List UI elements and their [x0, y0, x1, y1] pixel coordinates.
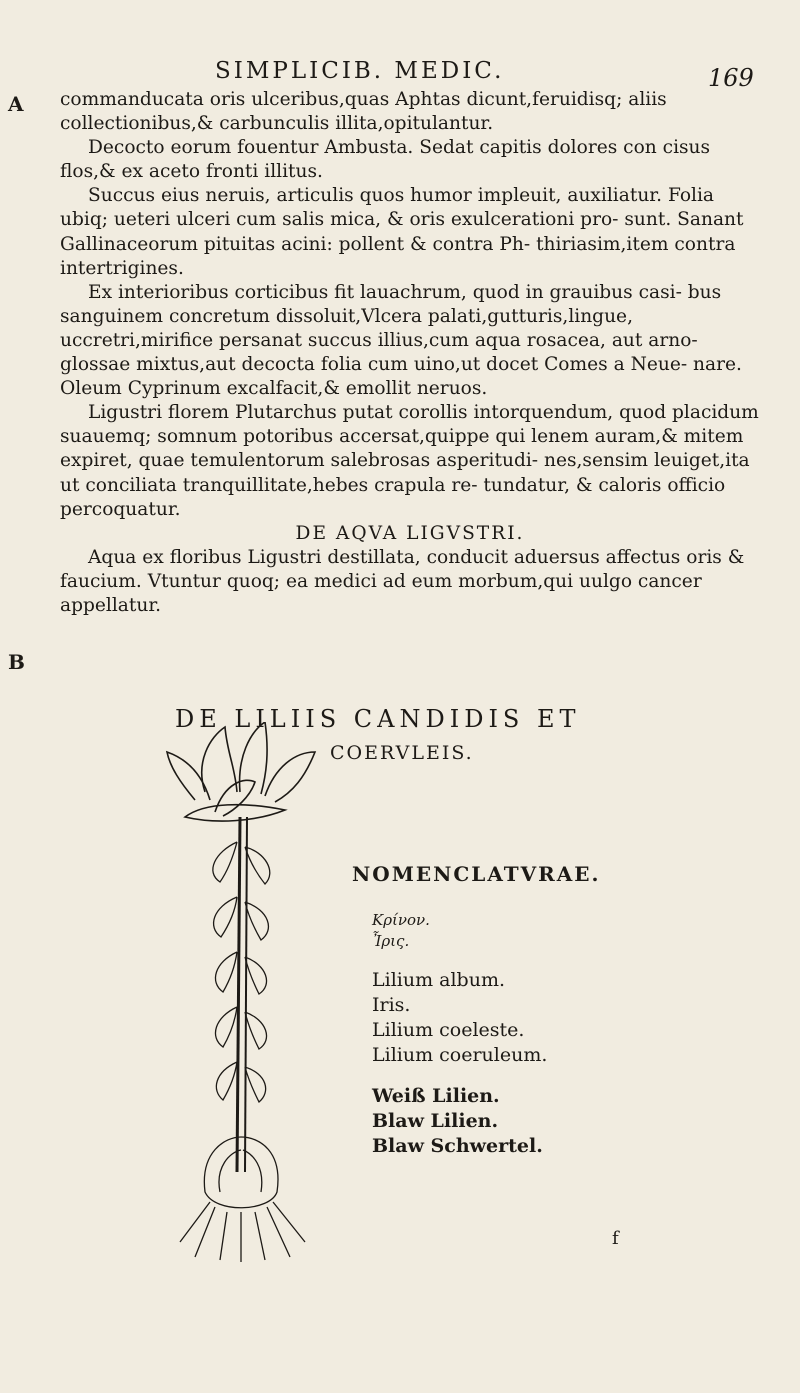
latin-name-3: Lilium coeleste.	[372, 1019, 525, 1041]
nomenclature-heading: NOMENCLATVRAE.	[352, 862, 601, 886]
paragraph-4: Ex interioribus corticibus fit lauachrum, quod in grauibus casi- bus sanguinem concretum dissoluit,Vlcera palati,gutturis,lingue, uccretri,mirifice persanat succus illius,cum aqua rosacea, aut arno- glossae mixtus,aut decocta folia cum uino,ut docet Comes a Neue- nare. Oleum Cyprinum excalfacit,& emollit neruos.	[60, 281, 742, 400]
body-text	[60, 88, 760, 618]
section-title: DE LILIIS CANDIDIS ET	[175, 705, 581, 733]
latin-name-2: Iris.	[372, 994, 411, 1016]
section-title-line2: COERVLEIS.	[330, 742, 474, 764]
margin-letter-a: A	[8, 92, 24, 116]
latin-name-4: Lilium coeruleum.	[372, 1044, 548, 1066]
german-name-1: Weiß Lilien.	[372, 1085, 500, 1107]
subheading-aqua-ligustri: DE AQVA LIGVSTRI.	[295, 522, 525, 544]
plant-names	[372, 910, 547, 1159]
running-head: SIMPLICIB. MEDIC.	[215, 58, 505, 84]
paragraph-1: commanducata oris ulceribus,quas Aphtas dicunt,feruidisq; aliis collectionibus,& carbunculis illita,opitulantur.	[60, 89, 667, 135]
catchword: f	[612, 1228, 619, 1249]
german-name-3: Blaw Schwertel.	[372, 1135, 543, 1157]
lily-woodcut-illustration	[165, 722, 335, 1262]
greek-name-1: Κρίνον.	[372, 911, 430, 929]
paragraph-2: Decocto eorum fouentur Ambusta. Sedat capitis dolores con cisus flos,& ex aceto fronti illitus.	[60, 137, 711, 183]
german-names	[372, 1084, 547, 1159]
latin-name-1: Lilium album.	[372, 969, 505, 991]
latin-names	[372, 968, 547, 1068]
paragraph-6: Aqua ex floribus Ligustri destillata, conducit aduersus affectus oris & faucium. Vtuntur quoq; ea medici ad eum morbum,qui uulgo cancer appellatur.	[60, 546, 745, 616]
greek-name-2: Ἶρις.	[372, 932, 410, 950]
margin-letter-b: B	[8, 650, 25, 674]
folio-number: 169	[708, 64, 754, 92]
paragraph-5: Ligustri florem Plutarchus putat corollis intorquendum, quod placidum suauemq; somnum potoribus accersat,quippe qui lenem auram,& mitem expiret, quae temulentorum salebrosas asperitudi- nes,sensim leuiget,ita ut conciliata tranquillitate,hebes crapula re- tundatur, & caloris officio percoquatur.	[60, 402, 759, 520]
german-name-2: Blaw Lilien.	[372, 1110, 499, 1132]
paragraph-3: Succus eius neruis, articulis quos humor impleuit, auxiliatur. Folia ubiq; ueteri ulceri cum salis mica, & oris exulcerationi pro- sunt. Sanant Gallinaceorum pituitas acini: pollent & contra Ph- thiriasim,item contra intertrigines.	[60, 185, 744, 279]
